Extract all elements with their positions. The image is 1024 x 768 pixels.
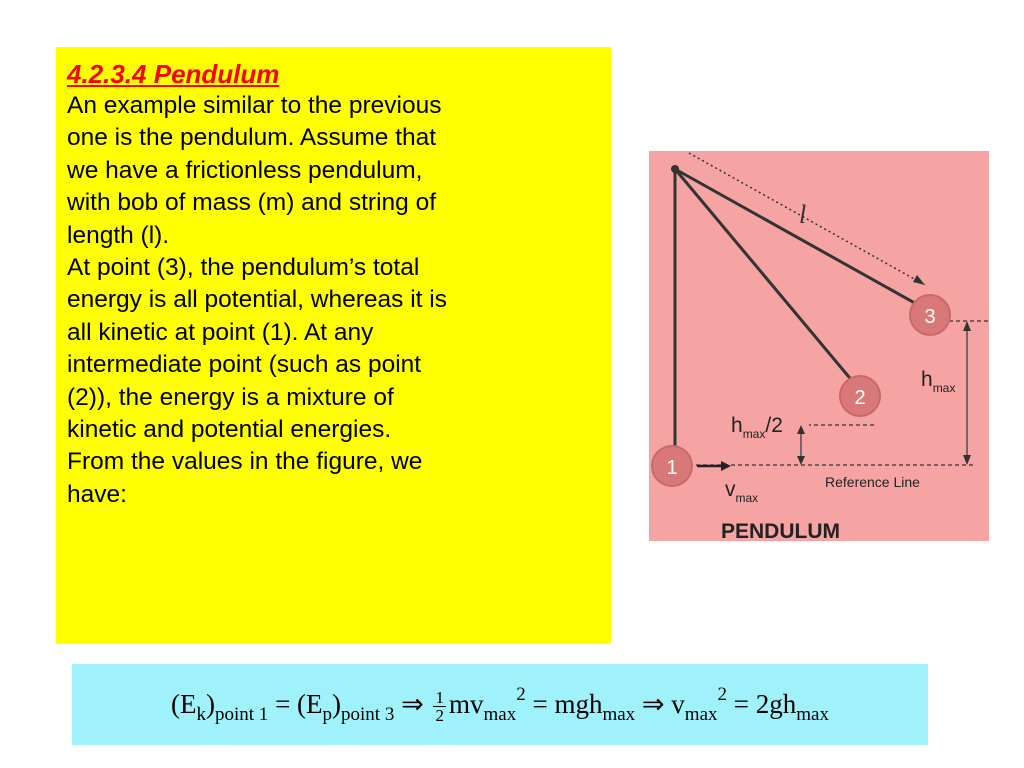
section-heading: 4.2.3.4 Pendulum: [67, 59, 280, 89]
paragraph-energy: At point (3), the pendulum’s total energy is all potential, whereas it is all kinetic at point (1). At any intermediate point (such as point (2)), the energy is a mixture of kinetic and potential energies. From the values in the figure, we have:: [67, 254, 447, 508]
bob-2-label: 2: [854, 387, 866, 409]
energy-equation: $(E_k)_{point 1} = (E_p)_{point 3}$ ⇒ $\frac{1}{2}$ $mv_{max}^2 = mgh_{max}$ ⇒ $v_{max}^2 = 2gh_{max}$: [171, 683, 829, 725]
text-panel: [56, 47, 611, 644]
length-arrow-head: [913, 275, 925, 285]
bob-3-label: 3: [924, 306, 936, 328]
paragraph-intro: An example similar to the previous one is the pendulum. Assume that we have a frictionless pendulum, with bob of mass (m) and string of length (l).: [67, 92, 442, 249]
energy-equation-box: [72, 664, 928, 745]
reference-line-label: Reference Line: [825, 474, 920, 490]
pendulum-figure: [649, 151, 989, 541]
length-dimension-line: [689, 153, 925, 285]
one-half-fraction: $\frac{1}{2}$: [435, 687, 444, 725]
pivot-point: [671, 165, 679, 173]
vmax-label: $v_{max}$: [725, 478, 759, 505]
string-position-3: [675, 169, 929, 311]
hhalf-label: $h_{max}/2$: [731, 414, 783, 441]
length-label: l: [799, 200, 807, 229]
hmax-label: $h_{max}$: [921, 368, 956, 395]
implies-symbol: ⇒: [635, 688, 672, 719]
figure-caption: PENDULUM: [721, 520, 840, 541]
string-position-2: [675, 169, 859, 389]
bob-1-label: 1: [666, 457, 678, 479]
implies-symbol: ⇒: [394, 688, 431, 719]
pendulum-diagram: [649, 151, 989, 541]
